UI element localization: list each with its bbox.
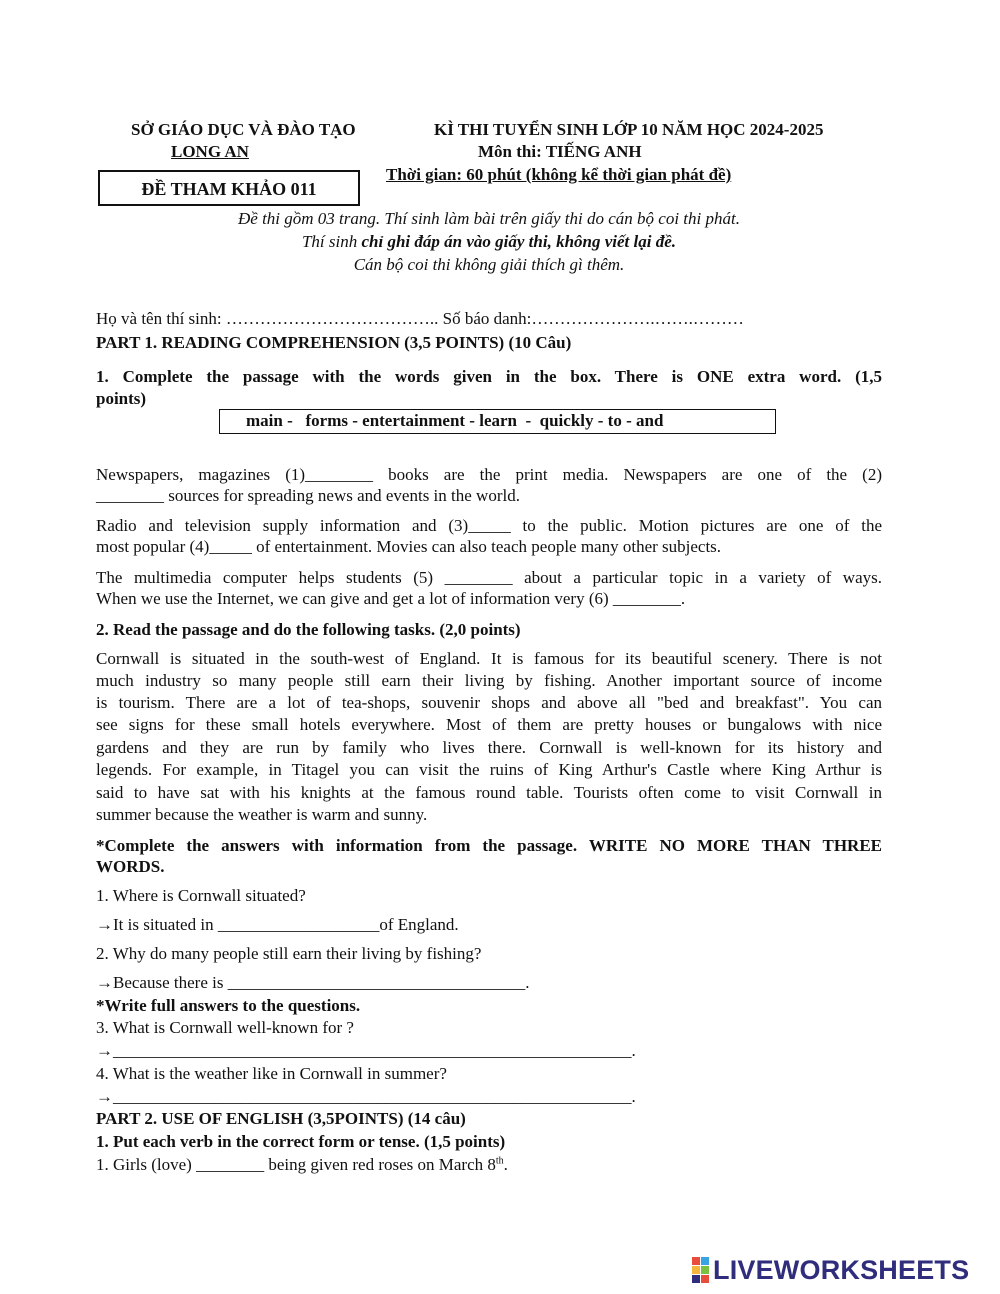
part2-question-1[interactable]: 1. Girls (love) ________ being given red roses on March 8th. — [96, 1155, 508, 1174]
candidate-info — [96, 309, 744, 329]
passage-line: The multimedia computer helps students (5) ________ about a particular topic in a variety of ways. — [96, 568, 882, 587]
exam-code: ĐỀ THAM KHẢO 011 — [141, 179, 317, 199]
reading-line: gardens and they are run by family who lives there. Cornwall is well-known for its history and — [96, 738, 882, 757]
reading-line: legends. For example, in Titagel you can visit the ruins of King Arthur's Castle where King Arthur is — [96, 760, 882, 779]
reading-line: is tourism. There are a lot of tea-shops, souvenir shops and above all "bed and breakfast". You can — [96, 693, 882, 712]
part2-title: PART 2. USE OF ENGLISH (3,5POINTS) (14 câu) — [96, 1109, 466, 1128]
word-box-words: main - forms - entertainment - learn - quickly - to - and — [246, 411, 664, 430]
liveworksheets-brand: LIVEWORKSHEETS — [713, 1254, 970, 1285]
answer-3[interactable]: →_____________________________________________________________. — [96, 1041, 636, 1060]
liveworksheets-logo — [692, 1256, 969, 1284]
question-3: 3. What is Cornwall well-known for ? — [96, 1018, 354, 1037]
department-name: SỞ GIÁO DỤC VÀ ĐÀO TẠO — [131, 120, 356, 139]
candidate-id-field[interactable]: Số báo danh:………………….…….……… — [442, 309, 744, 328]
complete-instruction-line1: *Complete the answers with information from the passage. WRITE NO MORE THAN THREE — [96, 836, 882, 855]
reading-line: summer because the weather is warm and sunny. — [96, 805, 428, 824]
exam-time: Thời gian: 60 phút (không kể thời gian phát đề) — [386, 165, 732, 184]
exam-subject: Môn thi: TIẾNG ANH — [478, 142, 642, 161]
liveworksheets-logo-icon — [692, 1257, 709, 1283]
passage-line: When we use the Internet, we can give and get a lot of information very (6) ________. — [96, 589, 686, 608]
passage-line: Newspapers, magazines (1)________ books are the print media. Newspapers are one of the (2) — [96, 465, 882, 484]
reading-line: see signs for these small hotels everywhere. Most of them are pretty houses or bungalows with nice — [96, 715, 882, 734]
task1-instruction-line2: points) — [96, 389, 147, 408]
instruction-line-1: Đề thi gồm 03 trang. Thí sinh làm bài trên giấy thi do cán bộ coi thi phát. — [238, 209, 740, 228]
province-name: LONG AN — [171, 142, 249, 161]
task1-instruction-line1: 1. Complete the passage with the words given in the box. There is ONE extra word. (1,5 — [96, 367, 882, 386]
answer-2[interactable]: →Because there is ___________________________________. — [96, 973, 530, 992]
question-2: 2. Why do many people still earn their living by fishing? — [96, 944, 482, 963]
passage-line: ________ sources for spreading news and events in the world. — [96, 486, 520, 505]
part2-task1-title: 1. Put each verb in the correct form or tense. (1,5 points) — [96, 1132, 506, 1151]
reading-line: said to have sat with his knights at the famous round table. Tourists often come to visit Cornwall in — [96, 783, 882, 802]
question-1: 1. Where is Cornwall situated? — [96, 886, 306, 905]
exam-title: KÌ THI TUYỂN SINH LỚP 10 NĂM HỌC 2024-2025 — [434, 120, 824, 139]
exam-code-box — [98, 170, 360, 206]
answer-1[interactable]: →It is situated in ___________________of England. — [96, 915, 459, 934]
instruction-line-2: Thí sinh chỉ ghi đáp án vào giấy thi, không viết lại đề. — [301, 232, 677, 251]
full-answer-instruction: *Write full answers to the questions. — [96, 996, 361, 1015]
instruction-line-3: Cán bộ coi thi không giải thích gì thêm. — [353, 255, 625, 274]
word-box — [219, 409, 776, 434]
passage-line: Radio and television supply information and (3)_____ to the public. Motion pictures are one of the — [96, 516, 882, 535]
reading-line: much industry so many people still earn their living by fishing. Another important source of income — [96, 671, 882, 690]
answer-4[interactable]: →_____________________________________________________________. — [96, 1087, 636, 1106]
task2-title: 2. Read the passage and do the following tasks. (2,0 points) — [96, 620, 521, 639]
passage-line: most popular (4)_____ of entertainment. Movies can also teach people many other subjects. — [96, 537, 722, 556]
complete-instruction-line2: WORDS. — [96, 857, 165, 876]
reading-line: Cornwall is situated in the south-west of England. It is famous for its beautiful scenery. There is not — [96, 649, 882, 668]
question-4: 4. What is the weather like in Cornwall in summer? — [96, 1064, 447, 1083]
part1-title: PART 1. READING COMPREHENSION (3,5 POINTS) (10 Câu) — [96, 333, 572, 352]
candidate-name-field[interactable]: Họ và tên thí sinh: ……………………………….. — [96, 309, 443, 328]
